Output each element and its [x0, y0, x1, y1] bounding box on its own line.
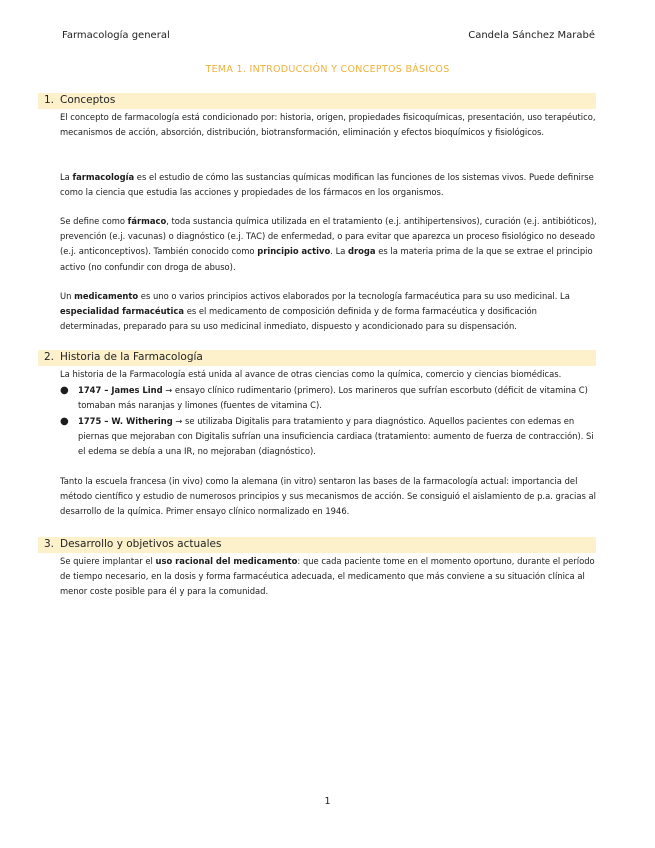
section-title: Desarrollo y objetivos actuales — [60, 538, 222, 550]
section-heading-historia — [38, 350, 596, 366]
page-number: 1 — [324, 796, 331, 807]
document-title: TEMA 1. INTRODUCCIÓN Y CONCEPTOS BÁSICOS — [205, 64, 450, 75]
section-number: 2. — [44, 351, 55, 363]
bullet-icon: ● — [60, 385, 69, 396]
section-heading-desarrollo — [38, 537, 596, 553]
header-author: Candela Sánchez Marabé — [468, 30, 595, 41]
paragraph: La farmacología es el estudio de cómo las sustancias químicas modifican las funciones de los sistemas vivos. Puede definirse como la ciencia que estudia las acciones y propiedades de los fármacos en los organismos. — [60, 172, 594, 198]
section-heading-conceptos — [38, 93, 596, 109]
section-title: Historia de la Farmacología — [60, 351, 203, 363]
header-course: Farmacología general — [62, 30, 170, 41]
section-number: 3. — [44, 538, 55, 550]
paragraph: Se quiere implantar el uso racional del medicamento: que cada paciente tome en el momento oportuno, durante el período de tiempo necesario, en la dosis y forma farmacéutica adecuada, el medicamento que más conviene a su situación clínica al menor coste posible para él y para la comunidad. — [60, 556, 595, 597]
list-item-text: 1775 – W. Withering → se utilizaba Digitalis para tratamiento y para diagnóstico. Aquellos pacientes con edemas en piernas que mejoraban con Digitalis sufrían una insuficiencia cardiaca (tratamiento: aumento de fuerza de contracción). Si el edema se debía a una IR, no mejoraban (diagnóstico). — [78, 416, 594, 457]
paragraph: Se define como fármaco, toda sustancia química utilizada en el tratamiento (e.j. antihipertensivos), curación (e.j. antibióticos), prevención (e.j. vacunas) o diagnóstico (e.j. TAC) de enfermedad, o para evitar que aparezca un proceso fisiológico no deseado (e.j. anticonceptivos). También conocido como principio activo. La droga es la materia prima de la que se extrae el principio activo (no confundir con droga de abuso). — [60, 216, 597, 272]
paragraph: La historia de la Farmacología está unida al avance de otras ciencias como la química, comercio y ciencias biomédicas. — [60, 369, 562, 379]
paragraph: El concepto de farmacología está condicionado por: historia, origen, propiedades fisicoquímicas, presentación, uso terapéutico, mecanismos de acción, absorción, distribución, biotransformación, eliminación y efectos bioquímicos y fisiológicos. — [60, 112, 596, 138]
list-item-text: 1747 – James Lind → ensayo clínico rudimentario (primero). Los marineros que sufrían escorbuto (déficit de vitamina C) tomaban más naranjas y limones (fuentes de vitamina C). — [78, 385, 588, 411]
paragraph: Tanto la escuela francesa (in vivo) como la alemana (in vitro) sentaron las bases de la farmacología actual: importancia del método científico y estudio de numerosos principios y sus mecanismos de acción. Se consiguió el aislamiento de p.a. gracias al desarrollo de la química. Primer ensayo clínico normalizado en 1946. — [60, 476, 596, 517]
bullet-icon: ● — [60, 416, 69, 427]
paragraph: Un medicamento es uno o varios principios activos elaborados por la tecnología farmacéutica para su uso medicinal. La especialidad farmacéutica es el medicamento de composición definida y de forma farmacéutica y dosificación determinadas, preparado para su uso medicinal inmediato, dispuesto y acondicionado para su dispensación. — [60, 291, 570, 332]
section-number: 1. — [44, 94, 55, 106]
section-title: Conceptos — [60, 94, 116, 106]
